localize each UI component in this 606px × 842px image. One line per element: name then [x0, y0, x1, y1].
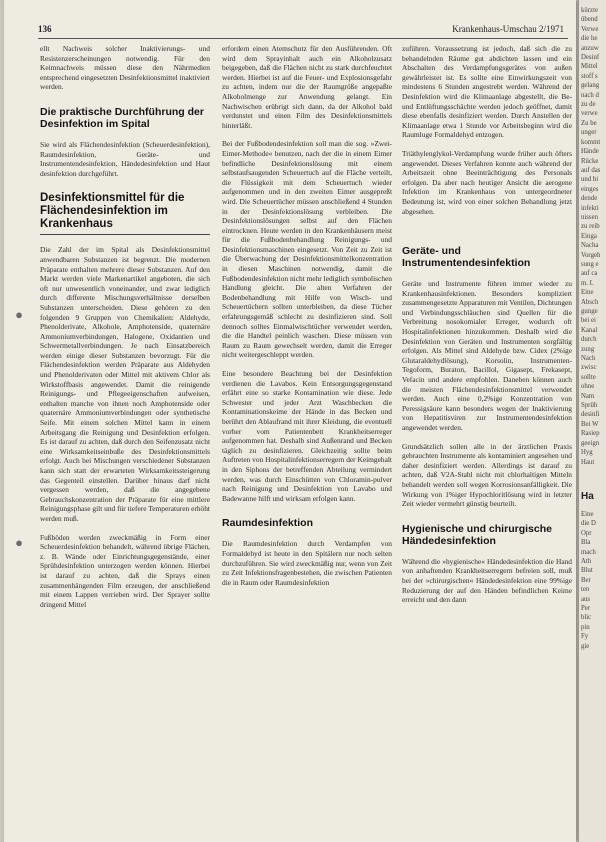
paragraph: Bei der Fußbodendesinfektion soll man die sog. »Zwei-Eimer-Methode« benutzen, nach der die in einem Eimer befindliche Desinfektionslösung mit einem selbstaufsaugenden Scheuertuch auf die Fläche verteilt, die Flüssigkeit mit dem Scheuertuch wieder aufgenommen und in den zweiten Eimer ausgepreßt wird. Die Scheuertücher müssen anschließend 4 Stunden in der Desinfektionslösung verbleiben. Die Desinfektionslösungen selbst auf den Flächen eintrocknen. Heute werden in den Krankenhäusern meist für die Fußbodenbehandlung Reinigungs- und Desinfektionsmaschinen eingesetzt. Von Zeit zu Zeit ist die Überwachung der Desinfektionsmittelkonzentration in diesen Maschinen notwendig, damit die Fußbodendesinfektion nicht mehr lediglich symbolischen Handlung gleicht. Die alten Verfahren der Bodenbehandlung mit Hilfe von Wisch- und Scheuertüchern sollten unterbleiben, da diese Tücher erfahrungsgemäß schlecht zu desinfizieren sind. Soll dennoch solltes Einmalwischtücher verwendet werden, die die Handtel peinlich waschen. Diese müssen von Raum zu Raum gewechselt werden, damit die Erreger nicht weitergeschleppt werden.	[222, 139, 392, 360]
text-fragment: gie	[581, 642, 590, 650]
text-fragment: sung e	[581, 260, 599, 268]
text-fragment: Kanal	[581, 326, 598, 334]
text-fragment: Bla	[581, 539, 591, 547]
text-fragment: die he	[581, 35, 598, 43]
section-heading: Die praktische Durchführung der Desinfektion im Spital	[40, 105, 204, 130]
text-fragment: Absch	[581, 298, 599, 306]
text-fragment: Rücke	[581, 157, 599, 165]
text-fragment: Haut	[581, 458, 595, 466]
text-fragment: Opr	[581, 529, 592, 537]
document-page	[4, 0, 576, 842]
paragraph: Triäthylenglykol-Verdampfung wurde früher auch öfters angewendet. Dieses Verfahren konnte auch während der Arbeitszeit ohne Beeinträchtigung des Personals erfolgen. Da aber nach heutiger Ansicht die aerogene Infektion im Krankenhaus von untergeordneter Bedeutung ist, wird von einer solchen Behandlung jetzt abgesehen.	[402, 148, 572, 216]
punch-hole-icon: ●	[15, 535, 23, 550]
text-fragment: zwisc	[581, 364, 597, 372]
text-fragment: Bei W	[581, 420, 599, 428]
paragraph: Geräte und Instrumente führen immer wieder zu Krankenhausinfektionen. Besonders kompliziert zusammengesetzte Apparaturen mit Ventilen, Dichtungen und Verbindungsschläuchen sind Quellen für die Verbreitung nosokomialer Erreger, wodurch oft Hospitalinfektionen hinzukommen. Deshalb wird die Desinfektion von Geräten und Instrumenten sorgfältig erfolgen. Als Mittel sind Aldehyde bzw. Cidex (2%ige Glutaraldehydlösung), Korsolin, Instrumenten-Tegoform, Buraton, Bacillol, Gigasept, Frekasept, Vefacin und andere empfohlen. Daneben können auch die meisten Flächendesinfektionsmittel verwendet werden. Auch eine 0,2%ige Konzentration von Peressigsäure kann besonders wegen der Inaktivierung von Hepatitisviren zur Instrumentendesinfektion angewendet werden.	[402, 279, 572, 432]
column-left	[40, 44, 210, 836]
text-fragment: blic	[581, 614, 592, 622]
text-fragment: nissen	[581, 213, 598, 221]
text-fragment: Fy	[581, 633, 589, 641]
section-heading: Geräte- und Instrumentendesinfektion	[402, 245, 531, 270]
text-fragment: Eine	[581, 289, 594, 297]
text-fragment: zu de	[581, 101, 596, 109]
paragraph: zuführen. Voraussetzung ist jedoch, daß sich die zu behandelnden Räume gut abdichten lassen und ein Abschalten des Verdampfungsgerätes von außen gewährleistet ist. Es sollte eine Einwirkungszeit von mindestens 6 Stunden angestrebt werden. Während der Desinfektion wird die Klimaanlage abgestellt, die Be- und Entlüftungsschächte werden jedoch geöffnet, damit diese ebenfalls desinfiziert werden. Durch Anstellen der Klimaanlage etwa 1 Stunde vor Arbeitsbeginn wird die Raumluge Formaldehyd entzogen.	[402, 44, 572, 140]
text-fragment: aus	[581, 595, 591, 603]
section-heading: Hygienische und chirurgische Händedesinfektion	[402, 522, 552, 547]
paragraph: Grundsätzlich sollen alle in der ärztlichen Praxis gebrauchten Instrumente als kontaminiert angesehen und daher desinfiziert werden. Allerdings ist darauf zu achten, daß V2A-Stahl nicht mit chlorhaltigen Mitteln behandelt werden soll wegen Korrosionsanfälligkeit. Die Wirkung von 1%iger Hypochloritlösung wird in letzter Zeit wieder vermehrt günstig beurteilt.	[402, 441, 572, 509]
text-fragment: Nach	[581, 355, 596, 363]
next-page-fragments	[579, 510, 606, 651]
text-fragment: Ber	[581, 576, 591, 584]
text-fragment: geeign	[581, 439, 600, 447]
text-fragment: desinfi	[581, 411, 600, 419]
text-fragment: auf ca	[581, 270, 598, 278]
text-fragment: kommt	[581, 138, 601, 146]
paragraph: Sie wird als Flächendesinfektion (Scheuerdesinfektion), Raumdesinfektion, Geräte- und Instrumentendesinfektion, Händedesinfektion und Haut desinfektion durchgeführt.	[40, 139, 210, 178]
text-fragment: zung	[581, 345, 595, 353]
next-page-edge	[578, 0, 606, 842]
text-fragment: auf das	[581, 166, 601, 174]
text-fragment: Vorgeh	[581, 251, 601, 259]
text-fragment: Einga	[581, 232, 597, 240]
text-fragment: Nam	[581, 392, 595, 400]
paragraph: Fußböden werden zweckmäßig in Form einer Scheuerdesinfektion behandelt, während übrige Flächen, z. B. Wände oder Einrichtungsgegenstände, einer Sprühdesinfektion unterzogen werden können. Hierbei ist darauf zu achten, daß die Sprays einen zusammenhängenden Film erzeugen, der anschließend mit einem Lappen verrieben wird. Der Sprayer sollte dringend Mittel	[40, 532, 210, 609]
text-fragment: nach d	[581, 91, 599, 99]
text-fragment: ohne	[581, 383, 595, 391]
page-header	[38, 22, 568, 39]
text-fragment: und bi	[581, 176, 599, 184]
paragraph: Während die »hygienische« Händedesinfektion die Hand von anhaftenden Krankheitserregern befreien soll, muß bei der »chirurgischen« Händedesinfektion eine 99%ige Reduzierung der auf den Händen befindlichen Keime erreicht und den dann	[402, 556, 572, 605]
text-fragment: gunge	[581, 308, 598, 315]
next-page-fragments	[579, 6, 606, 467]
text-fragment: verwe	[581, 110, 598, 118]
paragraph: Die Raumdesinfektion durch Verdampfen von Formaldehyd ist heute in den Spitälern nur noch selten durchzuführen. Sie wird zweckmäßig nur, wenn von Zeit zu Zeit Infektionsfragenbestehen, die zwischen Patienten die in Raum oder Raumdesinfektion	[222, 539, 392, 587]
text-fragment: Rasiep	[581, 430, 600, 438]
text-fragment: die D	[581, 520, 596, 528]
text-fragment: Eine	[581, 510, 594, 518]
text-fragment: Hände	[581, 148, 599, 156]
text-fragment: Hyg	[581, 449, 593, 457]
text-fragment: Ath	[581, 557, 592, 565]
column-right	[402, 44, 572, 836]
section-heading: Raumdesinfektion	[222, 517, 314, 530]
text-fragment: durch	[581, 336, 597, 344]
paragraph: Die Zahl der im Spital als Desinfektionsmittel anwendbaren Substanzen ist begrenzt. Die modernen Präparate enthalten mehrere dieser Substanzen. Auf den Markt werden viele Markenartikel angeboten, die sich oft nur unwesentlich voneinander, und zwar lediglich durch differente Mischungsverhältnisse derselben Substanzen unterscheiden. Diese gehören zu den folgenden 9 Gruppen von Chemikalien: Aldehyde, Phenolderivate, Alkohole, Amphotenside, quaternäre Ammoniumverbindungen, Halogene, Oxidantien und Schwermetallverbindungen. Je nach Einsatzbereich werden einige dieser Substanzen bevorzugt. Für die Flächendesinfektion werden Präparate aus Aldehyden und Phenolderivaten oder Mittel mit aktivem Chlor als Wirkstoffbasis angewendet. Damit die reinigende Reinigungs- und Pflegeeigenschaften aufweisen, enthalten manche von ihnen noch Amphotenside oder quaternäre Ammoniumverbindungen oder synthetische Seife. Mit einem solchen Mittel kann in einem Arbeitsgang die Reinigung und Desinfektion erfolgen. Es ist darauf zu achten, daß durch den Seifenzusatz nicht eine Wirksamkeitseinbuße des Desinfektionsmittels erfolgt. Auch bei Mischungen verschiedener Substanzen kann sich statt der erwarteten Wirksamkeitssteigerung das Gegenteil einstellen. Darüber hinaus darf nicht vergessen werden, daß die angegebene Gebrauchskonzentration der Präparate für eine mittlere Reinigungsphase gilt und für tiefere Temperaturen erhöht werden muß.	[40, 245, 210, 523]
text-fragment: Mittel	[581, 63, 598, 71]
text-fragment: unger	[581, 129, 597, 137]
page-number: 136	[38, 24, 52, 34]
text-fragment: ten	[581, 586, 590, 594]
text-fragment: Blut	[581, 567, 593, 575]
text-fragment: Per	[581, 604, 591, 612]
text-fragment: Sprüh	[581, 402, 598, 410]
text-fragment: übend	[581, 16, 598, 24]
text-fragment: sollte	[581, 373, 596, 381]
punch-hole-icon: ●	[15, 307, 23, 322]
paragraph: Eine besondere Beachtung bei der Desinfektion verdienen die Lavabos. Kein Entsorgungsgegenstand erfährt eine so starke Kontamination wie diese. Jede Schwester und jeder Arzt Waschbecken die Kontaminationskeime der Hände in das Becken und berührt den Ablaufrand mit ihrer Kleidung, die eventuell vorher vom Patientenbett Krankheitserreger aufgenommen hat. Deshalb sind Außenrand und Becken täglich zu desinfizieren. Gleichzeitig sollte beim Auftreten von Hospitalinfektionserregern der Keimgehalt in den Siphons der betreffenden Abteilung vermindert werden, was durch Einschütten von Chloramin-pulver nach Reinigung und Desinfektion von Lavabo und Badewanne hilft und wirksam erfolgen kann.	[222, 369, 392, 503]
text-fragment: bei ei	[581, 317, 596, 325]
text-fragment: dende	[581, 195, 598, 203]
text-fragment: mach	[581, 548, 596, 556]
text-fragment: m. I.	[581, 279, 594, 287]
text-fragment: Nacha	[581, 242, 599, 250]
column-middle	[222, 44, 392, 836]
text-fragment: zu reib	[581, 223, 600, 231]
paragraph: erfordern einen Atemschutz für den Ausführenden. Oft wird dem Sprayinhalt auch ein Alkoholzusatz beigegeben, daß die Flächen nicht zu stark durchfeuchtet werden. Hierbei ist auf die Feuer- und Explosionsgefahr zu achten, indem nur die der Raumgröße angepaßte Alkoholmenge zur Anwendung gelangt. Ein Nachwischen erübrigt sich dann, da der Alkohol bald verdunstet und einen Film des Desinfektionsmittels hinterläßt.	[222, 44, 392, 130]
text-fragment: gelang	[581, 82, 600, 90]
text-fragment: Desinf	[581, 54, 600, 62]
text-fragment: anzuw	[581, 44, 599, 52]
text-fragment: stoff s	[581, 72, 598, 80]
section-heading: Desinfektionsmittel für die Flächendesinfektion im Krankenhaus	[40, 192, 210, 235]
text-fragment: kürzte	[581, 7, 598, 14]
next-page-heading: Ha	[581, 490, 594, 502]
text-fragment: Zu be	[581, 119, 597, 127]
text-fragment: einges	[581, 185, 599, 193]
running-title: Krankenhaus-Umschau 2/1971	[452, 24, 564, 34]
paragraph: ellt Nachweis solcher Inaktivierungs- und Resistenzerscheinungen notwendig. Für den Keimnachweis müssen diese den Nährmedien entsprechend eingesetzten Desinfektionsmittel inaktiviert werden.	[40, 44, 210, 92]
text-fragment: infekti	[581, 204, 599, 212]
text-fragment: Verwe	[581, 25, 599, 33]
text-fragment: pin	[581, 623, 590, 631]
